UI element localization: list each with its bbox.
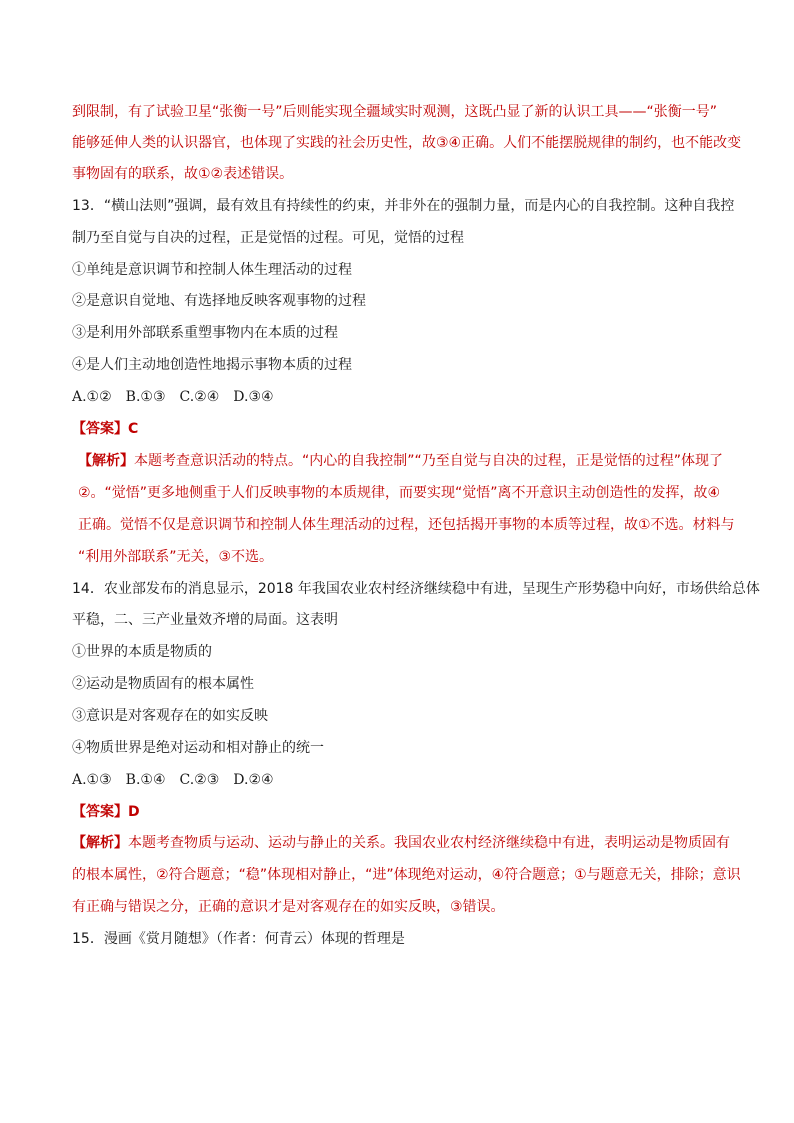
analysis-text: ②符合题意；: [156, 867, 239, 883]
q14-choices: A.①③ B.①④ C.②③ D.②④: [72, 772, 274, 788]
q13-analysis-line-4: “利用外部联系”无关，③不选。: [78, 549, 274, 565]
analysis-label: 【解析】: [72, 835, 128, 851]
analysis-text: 本题考查意识活动的特点。“内心的自我控制”“乃至自觉与自决的过程，正是觉悟的过程”体现了: [134, 453, 724, 469]
analysis-text: “稳”体现相对静止，“进”体现绝对运动，: [238, 867, 492, 883]
q12-text: 后则能实现全疆域实时观测，这既凸显了新的认识工具——: [282, 104, 647, 120]
q14-analysis-line-2: [72, 866, 741, 884]
answer-label: 【答案】: [72, 804, 128, 820]
q13-choices: A.①② B.①③ C.②④ D.③④: [72, 389, 274, 405]
q12-analysis-line-2: 能够延伸人类的认识器官，也体现了实践的社会历史性，故③④正确。人们不能摆脱规律的制约，也不能改变: [72, 135, 742, 151]
q13-option-3: ③是利用外部联系重塑事物内在本质的过程: [72, 325, 338, 341]
q13-answer: [72, 420, 138, 438]
answer-value: D: [128, 804, 140, 820]
analysis-text: ③错误。: [450, 899, 505, 915]
q13-stem-line-1: 13．“横山法则”强调，最有效且有持续性的约束，并非外在的强制力量，而是内心的自我控制。这种自我控: [72, 198, 735, 214]
q15-stem: 15．漫画《赏月随想》（作者：何青云）体现的哲理是: [72, 931, 405, 947]
q13-option-4: ④是人们主动地创造性地揭示事物本质的过程: [72, 357, 352, 373]
q13-stem-line-2: 制乃至自觉与自决的过程，正是觉悟的过程。可见，觉悟的过程: [72, 230, 464, 246]
q13-analysis-line-2: ②。“觉悟”更多地侧重于人们反映事物的本质规律，而要实现“觉悟”离不开意识主动创造性的发挥，故④: [78, 485, 721, 501]
analysis-text: ④符合题意；①与题意无关，: [491, 867, 671, 883]
answer-label: 【答案】: [72, 421, 128, 437]
q13-analysis-line-3: 正确。觉悟不仅是意识调节和控制人体生理活动的过程，还包括揭开事物的本质等过程，故①不选。材料与: [78, 517, 735, 533]
analysis-label: 【解析】: [78, 453, 134, 469]
q14-option-4: ④物质世界是绝对运动和相对静止的统一: [72, 740, 324, 756]
analysis-text: 本题考查物质与运动、运动与静止的关系。我国农业农村经济继续稳中有进，表明运动是物质固有: [128, 835, 730, 851]
analysis-text: 的根本属性，: [72, 867, 156, 883]
q12-quote: “张衡一号”: [212, 104, 283, 120]
analysis-text: 排除；意识: [670, 867, 741, 883]
q14-analysis-line-3: [72, 898, 505, 916]
q13-analysis-line-1: [78, 452, 723, 470]
q12-analysis-line-3: 事物固有的联系，故①②表述错误。: [72, 166, 294, 182]
q12-quote: “张衡一号”: [646, 104, 718, 120]
q14-answer: [72, 803, 140, 821]
q14-analysis-line-1: [72, 834, 730, 852]
q14-stem-line-2: 平稳，二、三产业量效齐增的局面。这表明: [72, 612, 338, 628]
q13-option-2: ②是意识自觉地、有选择地反映客观事物的过程: [72, 293, 366, 309]
answer-value: C: [128, 421, 139, 437]
q14-option-3: ③意识是对客观存在的如实反映: [72, 708, 268, 724]
q13-option-1: ①单纯是意识调节和控制人体生理活动的过程: [72, 262, 352, 278]
q14-stem-line-1: 14．农业部发布的消息显示，2018 年我国农业农村经济继续稳中有进，呈现生产形势稳中向好，市场供给总体: [72, 581, 760, 597]
q14-option-1: ①世界的本质是物质的: [72, 644, 212, 660]
q14-option-2: ②运动是物质固有的根本属性: [72, 676, 254, 692]
q12-analysis-line-1: [72, 103, 717, 121]
q12-text: 到限制，有了试验卫星: [72, 104, 212, 120]
analysis-text: 有正确与错误之分，正确的意识才是对客观存在的如实反映，: [72, 899, 450, 915]
